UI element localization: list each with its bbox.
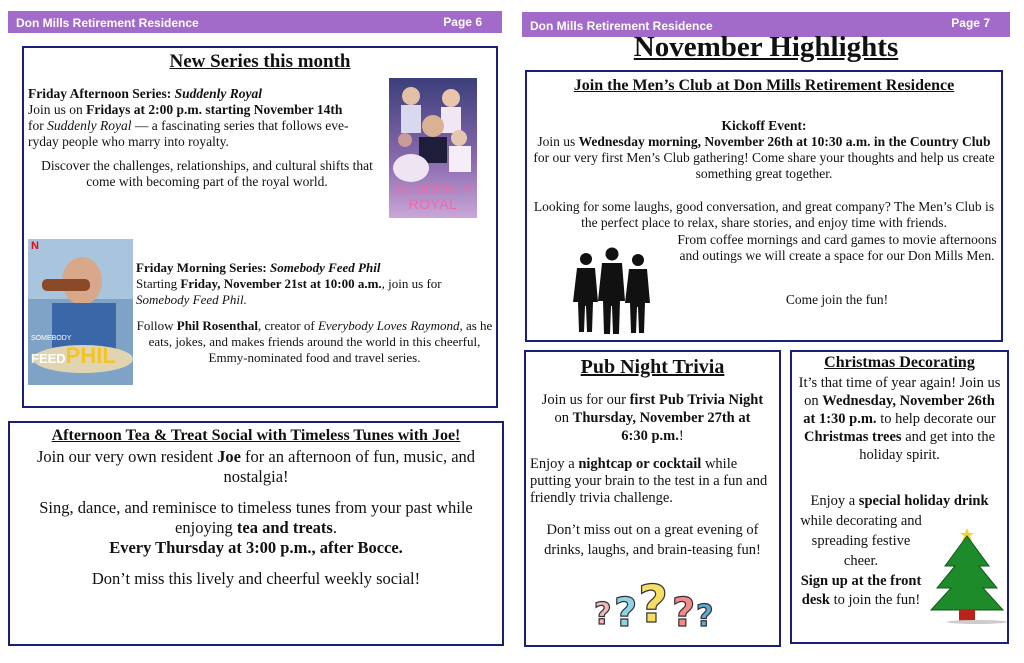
christmas-text: Enjoy a [810, 493, 859, 509]
phil-text: , creator of [258, 318, 318, 333]
christmas-special-drink: special holiday drink [858, 493, 989, 509]
royal-show-name: Suddenly Royal [174, 86, 262, 101]
afternoon-tea-box [8, 421, 504, 646]
left-header-page-number: Page 6 [443, 15, 482, 29]
left-page-header [8, 11, 502, 33]
christmas-text: and get into the holiday spirit. [859, 429, 995, 463]
men-silhouettes-icon [572, 246, 652, 336]
phil-text: , join us for [381, 276, 442, 291]
pub-trivia-box [524, 350, 781, 647]
trivia-closing: Don’t miss out on a great evening of drinks, laughs, and brain-teasing fun! [544, 522, 761, 558]
svg-text:?: ? [672, 590, 696, 634]
suddenly-royal-text [28, 86, 386, 190]
trivia-schedule: Thursday, November 27th at 6:30 p.m. [572, 410, 751, 444]
kickoff-label: Kickoff Event: [721, 118, 807, 133]
right-header-title: Don Mills Retirement Residence [530, 19, 713, 33]
trivia-event [540, 391, 765, 445]
main-title: November Highlights [633, 31, 899, 63]
svg-text:?: ? [696, 599, 714, 634]
mens-club-closing: Come join the fun! [785, 292, 889, 307]
trivia-heading: Pub Night Trivia [580, 356, 725, 378]
royal-description: Discover the challenges, relationships, and cultural shifts that come with becoming part of the royal world. [41, 158, 373, 189]
phil-text: Starting [136, 276, 181, 291]
svg-text:?: ? [638, 575, 669, 634]
royal-schedule: Fridays at 2:00 p.m. starting November 14th [86, 102, 343, 117]
tea-heading: Afternoon Tea & Treat Social with Timeless Tunes with Joe! [51, 427, 461, 444]
christmas-heading: Christmas Decorating [824, 354, 975, 371]
royal-text: Join us on [28, 102, 87, 117]
kickoff-schedule: Wednesday morning, November 26th at 10:30 a.m. in the Country Club [578, 134, 991, 149]
phil-text: , as he eats, jokes, and makes friends around the world in this cheerful, Emmy-nominated food and travel series. [148, 318, 493, 365]
christmas-text: It’s that time of year again! Join us on [798, 375, 1001, 409]
trivia-drinks [530, 456, 775, 507]
phil-text: Follow [136, 318, 177, 333]
left-header-title: Don Mills Retirement Residence [16, 16, 199, 30]
poster-feed: FEED [31, 351, 66, 366]
signup-location: Sign up at the front desk [800, 573, 922, 608]
royal-text: ryday people who marry into royalty. [28, 134, 229, 149]
christmas-schedule: Wednesday, November 26th at 1:30 p.m. [803, 393, 995, 427]
christmas-drink-cont: while decorating and spreading festive cheer. [800, 513, 922, 569]
christmas-text: to help decorate our [876, 411, 996, 427]
tea-text: Join our very own resident [36, 447, 218, 466]
svg-text:?: ? [594, 597, 612, 632]
phil-show-name: Somebody Feed Phil [269, 260, 381, 275]
tea-host-name: Joe [217, 447, 241, 466]
trivia-text: Enjoy a [530, 456, 579, 472]
tea-treats: tea and treats [236, 518, 333, 537]
poster-netflix-badge: N [31, 240, 39, 252]
royal-show-name: Suddenly Royal [47, 118, 132, 133]
suddenly-royal-poster [389, 78, 477, 218]
tea-text: Sing, dance, and reminisce to timeless tunes from your past while enjoying [39, 498, 473, 537]
trivia-drink-types: nightcap or cocktail [578, 456, 702, 472]
tea-schedule: Every Thursday at 3:00 p.m., after Bocce. [109, 538, 403, 557]
christmas-trees: Christmas trees [803, 429, 902, 445]
new-series-heading: New Series this month [169, 51, 351, 72]
trivia-text: ! [678, 428, 684, 444]
tea-body [14, 447, 498, 589]
mens-text: Join us [537, 134, 579, 149]
phil-series-label: Friday Morning Series: [136, 260, 270, 275]
phil-other-show: Everybody Loves Raymond [317, 318, 460, 333]
phil-host-name: Phil Rosenthal [176, 318, 259, 333]
christmas-tree-icon [927, 524, 1007, 624]
tea-text: . [332, 518, 337, 537]
poster-title: SUDDENLY ROYAL [393, 181, 473, 212]
mens-club-kickoff [531, 118, 997, 182]
poster-feed-phil [31, 343, 116, 369]
trivia-text: while putting your brain to the test in a fun and friendly trivia challenge. [530, 456, 768, 506]
mens-club-heading: Join the Men’s Club at Don Mills Retirement Residence [573, 77, 955, 94]
svg-text:?: ? [614, 590, 638, 634]
mens-club-activities: From coffee mornings and card games to movie afternoons and outings we will create a space for our Don Mills Men. [677, 232, 997, 263]
christmas-box [790, 350, 1009, 644]
poster-somebody: SOMEBODY [31, 335, 72, 342]
christmas-event [798, 374, 1001, 464]
mens-text: for our very first Men’s Club gathering! Come share your thoughts and help us create something great together. [533, 150, 995, 181]
trivia-text: Join us for our [541, 392, 630, 408]
trivia-event-name: first Pub Trivia Night [629, 392, 764, 408]
tea-closing: Don’t miss this lively and cheerful weekly social! [91, 569, 421, 588]
question-marks-icon [592, 572, 722, 634]
christmas-signup [796, 572, 926, 610]
christmas-text: to join the fun! [830, 592, 921, 608]
poster-phil: PHIL [65, 343, 116, 368]
mens-club-box [525, 70, 1003, 342]
right-header-page-number: Page 7 [951, 16, 990, 30]
royal-text: — a fascinating series that follows eve- [131, 118, 349, 133]
mens-club-description: Looking for some laughs, good conversation, and great company? The Men’s Club is the perfect place to relax, share stories, and enjoy time with friends. [533, 199, 995, 230]
tea-text: for an afternoon of fun, music, and nostalgia! [223, 447, 476, 486]
new-series-box [22, 46, 498, 408]
trivia-text: on [554, 410, 573, 426]
phil-schedule: Friday, November 21st at 10:00 a.m. [180, 276, 382, 291]
somebody-feed-phil-poster [28, 239, 133, 385]
christmas-drink [794, 492, 1005, 510]
royal-text: for [28, 118, 48, 133]
somebody-feed-phil-text [136, 260, 493, 366]
royal-series-label: Friday Afternoon Series: [28, 86, 175, 101]
phil-show-name: Somebody Feed Phil. [136, 292, 247, 307]
